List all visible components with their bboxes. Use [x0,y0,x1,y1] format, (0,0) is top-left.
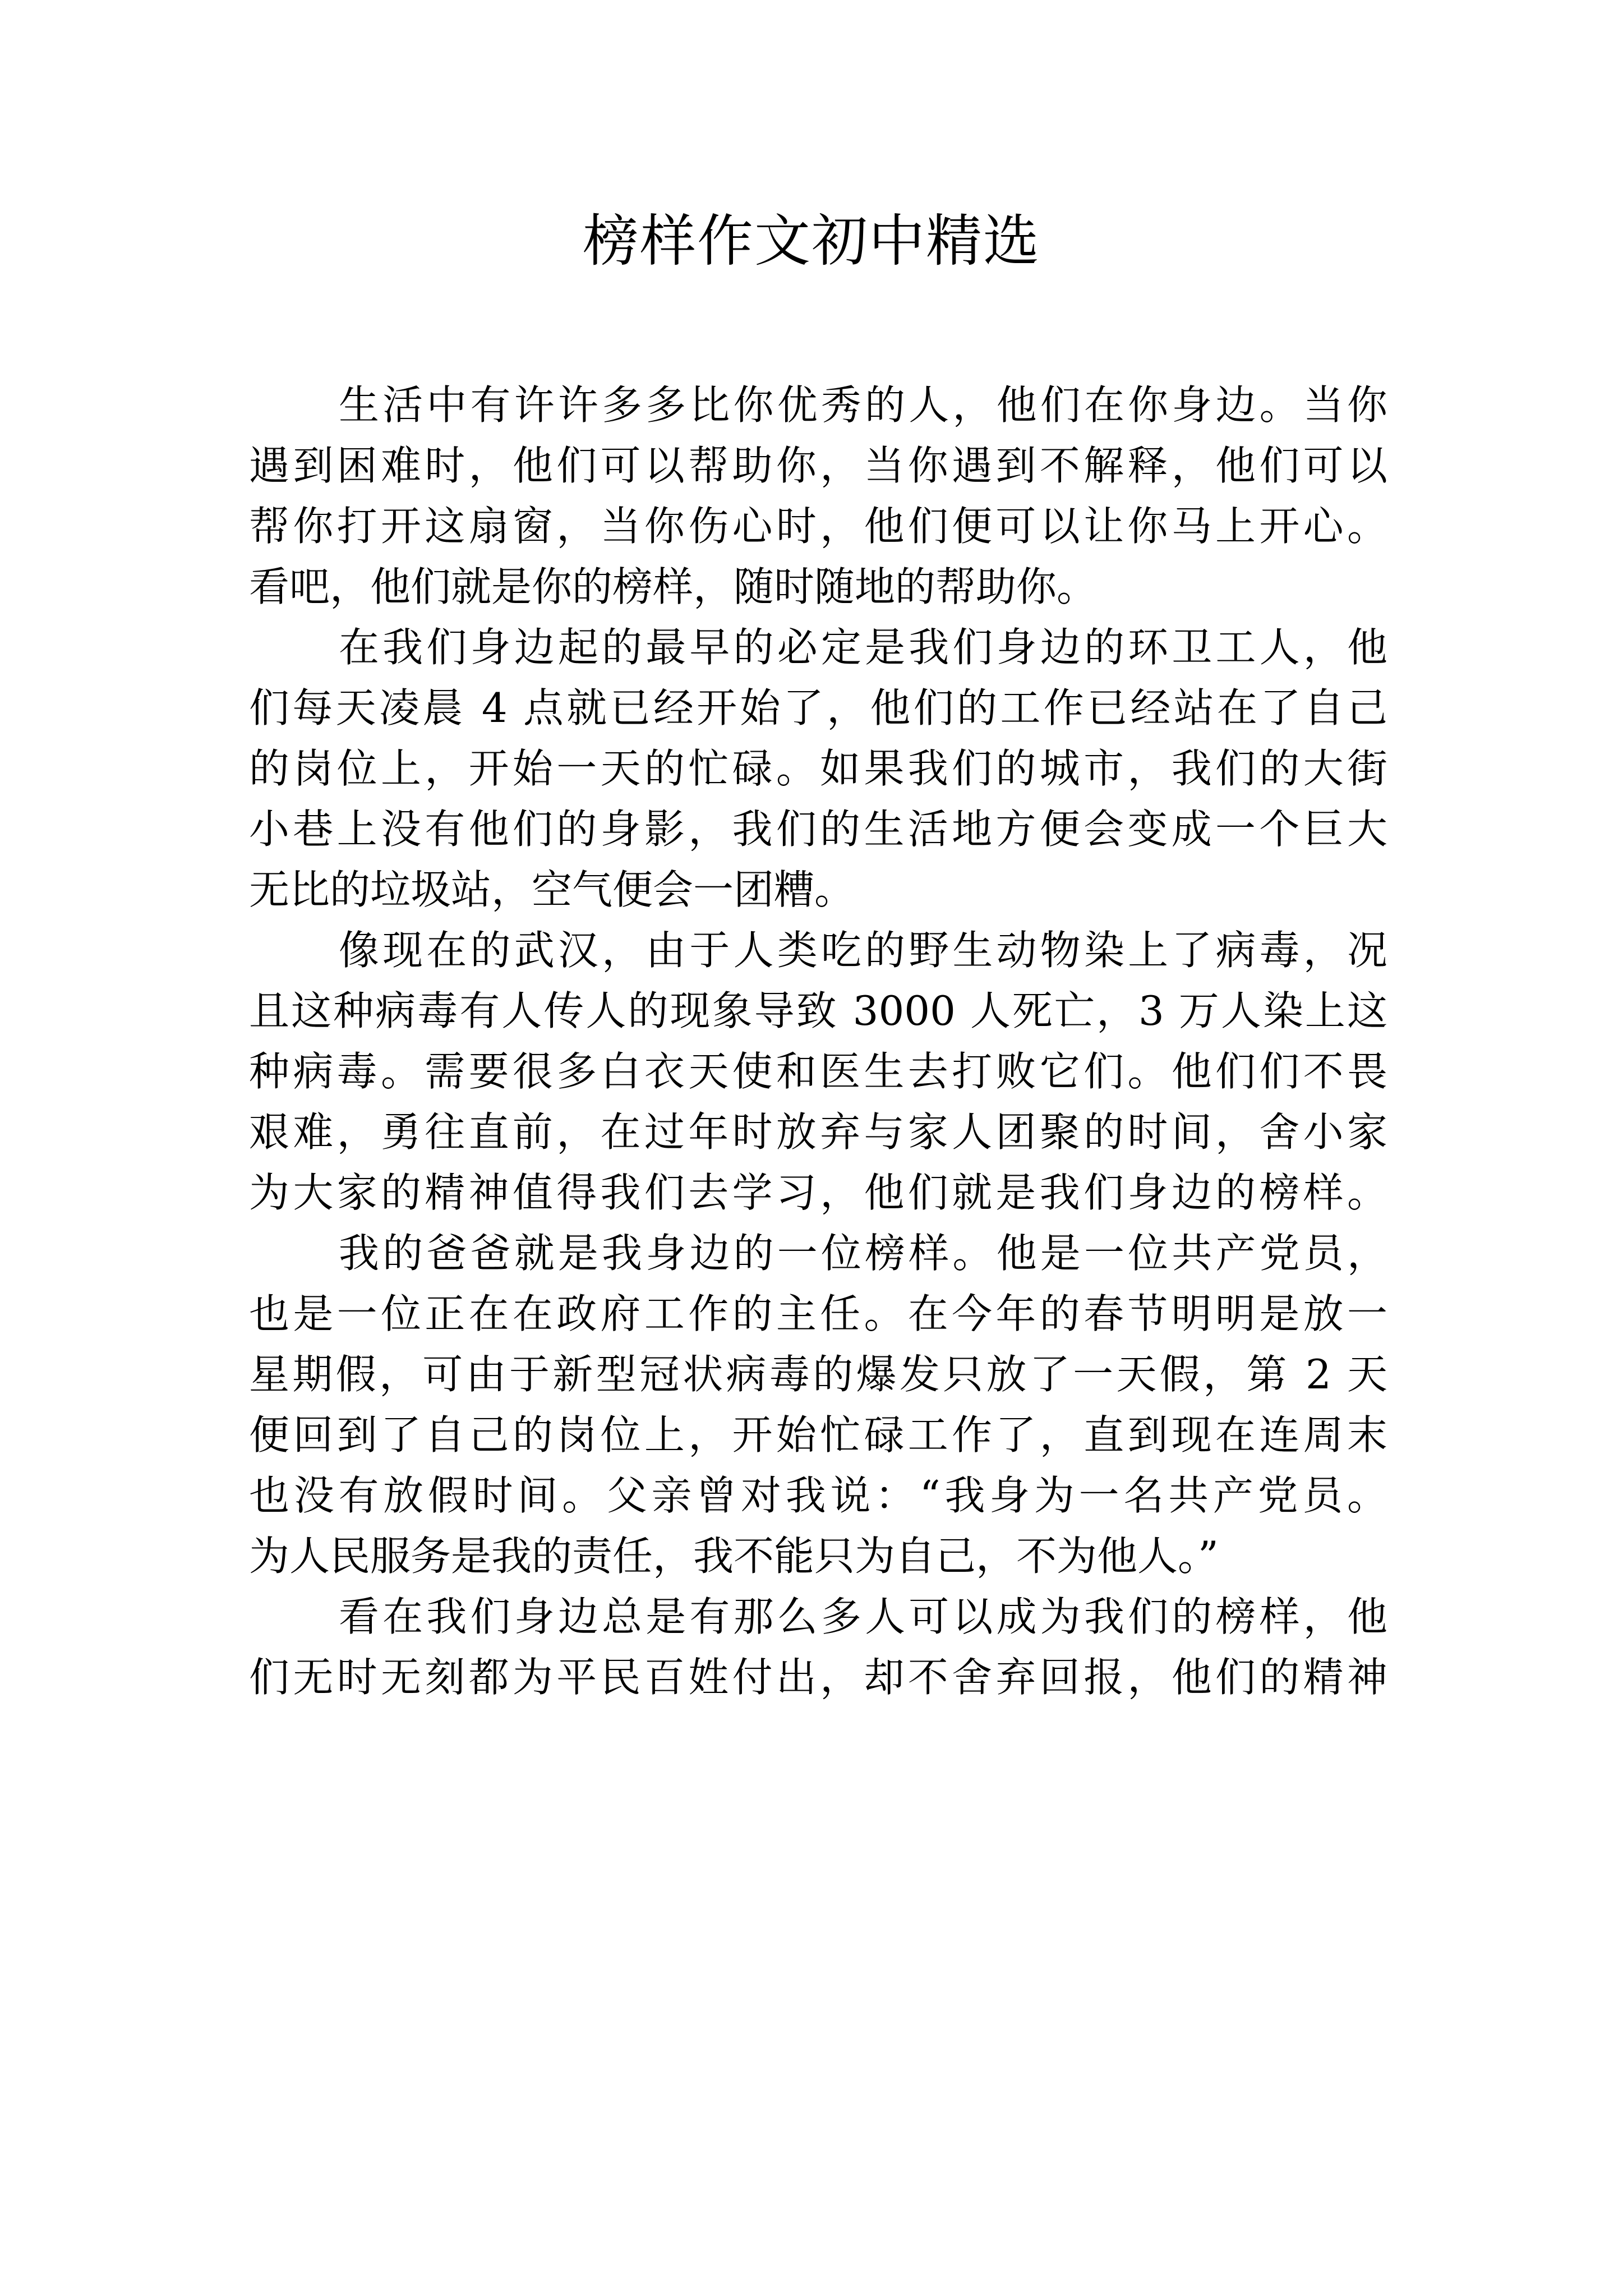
text-line: 看吧，他们就是你的榜样，随时随地的帮助你。 [249,563,1098,610]
text-line: 且这种病毒有人传人的现象导致 3000 人死亡，3 万人染上这 [249,987,1387,1034]
text-line: 星期假，可由于新型冠状病毒的爆发只放了一天假，第 2 天 [249,1351,1387,1398]
text-line: 们无时无刻都为平民百姓付出，却不舍弃回报，他们的精神 [249,1654,1387,1701]
document-body [249,375,1387,1708]
text-line: 为大家的精神值得我们去学习，他们就是我们身边的榜样。 [249,1169,1387,1216]
text-line: 们每天凌晨 4 点就已经开始了，他们的工作已经站在了自己 [249,684,1387,731]
text-line: 艰难，勇往直前，在过年时放弃与家人团聚的时间，舍小家 [249,1108,1387,1156]
text-line: 也没有放假时间。父亲曾对我说：“我身为一名共产党员。 [249,1472,1387,1519]
text-line: 小巷上没有他们的身影，我们的生活地方便会变成一个巨大 [249,806,1387,853]
text-line: 的岗位上，开始一天的忙碌。如果我们的城市，我们的大街 [249,745,1387,792]
text-line: 在我们身边起的最早的必定是我们身边的环卫工人，他 [339,624,1387,671]
text-line: 无比的垃圾站，空气便会一团糟。 [249,866,855,913]
text-line: 生活中有许许多多比你优秀的人，他们在你身边。当你 [339,381,1387,429]
text-line: 也是一位正在在政府工作的主任。在今年的春节明明是放一 [249,1290,1387,1337]
text-line: 遇到困难时，他们可以帮助你，当你遇到不解释，他们可以 [249,442,1387,489]
text-line: 像现在的武汉，由于人类吃的野生动物染上了病毒，况 [339,927,1387,974]
text-line: 看在我们身边总是有那么多人可以成为我们的榜样，他 [339,1593,1387,1640]
text-line: 帮你打开这扇窗，当你伤心时，他们便可以让你马上开心。 [249,503,1387,550]
document-title: 榜样作文初中精选 [583,208,1040,274]
text-line: 我的爸爸就是我身边的一位榜样。他是一位共产党员， [339,1230,1387,1277]
text-line: 为人民服务是我的责任，我不能只为自己，不为他人。” [249,1533,1219,1580]
text-line: 种病毒。需要很多白衣天使和医生去打败它们。他们们不畏 [249,1048,1387,1095]
text-line: 便回到了自己的岗位上，开始忙碌工作了，直到现在连周末 [249,1411,1387,1458]
